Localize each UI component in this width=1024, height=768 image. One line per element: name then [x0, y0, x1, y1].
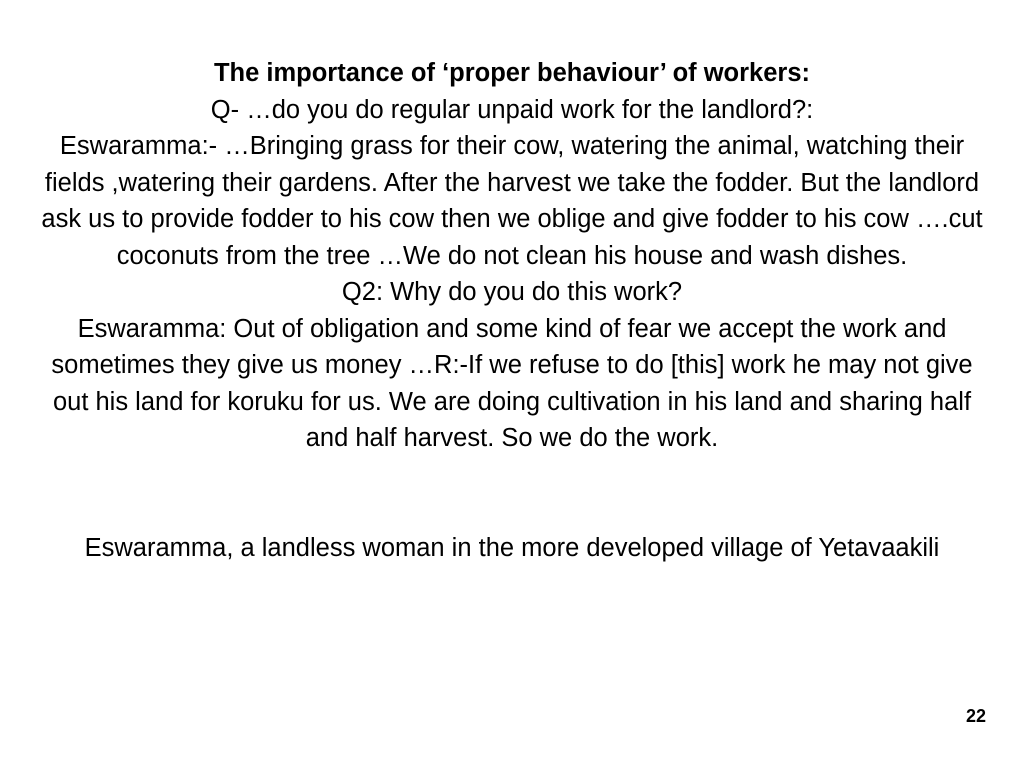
- question-2: Q2: Why do you do this work?: [341, 278, 683, 306]
- answer-1: Eswaramma:- …Bringing grass for their cow, watering the animal, watching their fields ,watering their gardens. After the harvest we take the fodder. But the landlord ask us to provide fodder to his cow then we oblige and give fodder to his cow ….cut coconuts from the tree …We do not clean his house and wash dishes.: [41, 132, 983, 270]
- caption: Eswaramma, a landless woman in the more developed village of Yetavaakili: [84, 533, 940, 562]
- question-1: Q- …do you do regular unpaid work for the landlord?:: [210, 95, 814, 124]
- answer-2: Eswaramma: Out of obligation and some kind of fear we accept the work and sometimes they give us money …R:-If we refuse to do [this] work he may not give out his land for koruku for us. We are doing cultivation in his land and sharing half and half harvest. So we do the work.: [51, 314, 973, 452]
- slide-content: [40, 55, 984, 566]
- spacer: [40, 457, 984, 530]
- slide-number: 22: [965, 706, 986, 726]
- slide-title: The importance of ‘proper behaviour’ of workers:: [213, 59, 811, 87]
